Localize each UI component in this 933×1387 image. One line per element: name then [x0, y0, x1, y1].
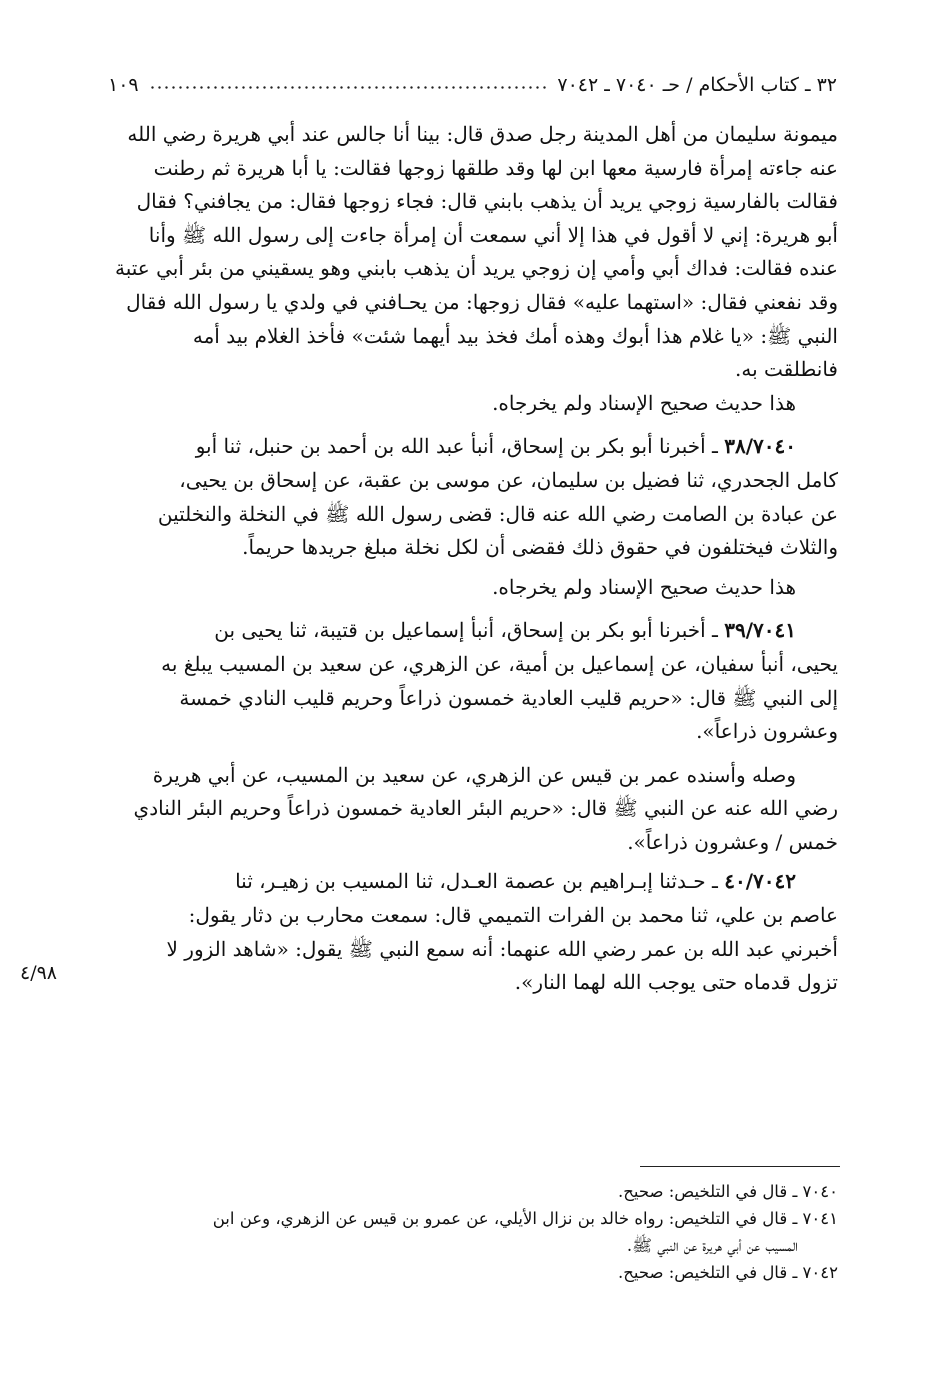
hadith-number: ٤٠/٧٠٤٢: [724, 869, 796, 894]
text-line: تزول قدماه حتى يوجب الله لهما النار».: [514, 970, 838, 995]
main-text: [105, 118, 838, 1000]
text-line: النبي ﷺ: «يا غلام هذا أبوك وهذه أمك فخذ بيد أيهما شئت» فأخذ الغلام بيد أمه: [192, 323, 838, 348]
footnote: ٧٠٤١ ـ قال في التلخيص: رواه خالد بن نزال الأيلي، عن عمرو بن قيس عن الزهري، وعن ابن: [212, 1209, 838, 1228]
text-line: أخبرني عبد الله بن عمر رضي الله عنهما: أنه سمع النبي ﷺ يقول: «شاهد الزور لا: [166, 936, 838, 961]
footnote: ٧٠٤٢ ـ قال في التلخيص: صحيح.: [617, 1263, 838, 1282]
footnote-continuation: المسيب عن أبي هريرة عن النبي ﷺ.: [626, 1236, 798, 1255]
running-header: [108, 68, 837, 102]
footnote-separator: [640, 1166, 840, 1167]
text-line: عنده فقالت: فداك أبي وأمي إن زوجي يريد أن يذهب بابني وهو يسقيني من بئر أبي عتبة: [115, 256, 838, 281]
text-line: أبو هريرة: إني لا أقول في هذا إلا أني سمعت أن إمرأة جاءت إلى رسول الله ﷺ وأنا: [148, 222, 838, 247]
text-line: عاصم بن علي، ثنا محمد بن الفرات التميمي قال: سمعت محارب بن دثار يقول:: [188, 903, 838, 928]
text-line: كامل الجحدري، ثنا فضيل بن سليمان، عن موسى بن عقبة، عن إسحاق بن يحيى،: [179, 467, 838, 492]
text-line: خمس / وعشرون ذراعاً».: [627, 829, 838, 854]
text-line: يحيى، أنبأ سفيان، عن إسماعيل بن أمية، عن الزهري، عن سعيد بن المسيب يبلغ به: [161, 651, 838, 676]
hadith-number: ٣٩/٧٠٤١: [724, 618, 796, 643]
text-line: عنه جاءته إمرأة فارسية معها ابن لها وقد طلقها زوجها فقالت: يا أبا هريرة ثم رطنت: [153, 155, 838, 180]
verdict-line: هذا حديث صحيح الإسناد ولم يخرجاه.: [492, 574, 796, 599]
page-number: ١٠٩: [108, 74, 139, 96]
hadith-7042-first-line: [105, 865, 838, 899]
text-line: وصله وأسنده عمر بن قيس عن الزهري، عن سعيد بن المسيب، عن أبي هريرة: [152, 762, 796, 787]
text-line: عن عبادة بن الصامت رضي الله عنه قال: قضى رسول الله ﷺ في النخلة والنخلتين: [157, 501, 838, 526]
hadith-text: ـ أخبرنا أبو بكر بن إسحاق، أنبأ عبد الله بن أحمد بن حنبل، ثنا أبو: [195, 434, 718, 459]
hadith-number: ٣٨/٧٠٤٠: [724, 434, 796, 459]
hadith-text: ـ حـدثنا إبـراهيم بن عصمة العـدل، ثنا المسيب بن زهيـر، ثنا: [235, 869, 718, 894]
text-line: وقد نفعني فقال: «استهما عليه» فقال زوجها: من يحـافني في ولدي يا رسول الله فقال: [126, 289, 838, 314]
hadith-7040-first-line: [105, 430, 838, 464]
text-line: فانطلقت به.: [734, 357, 838, 382]
footnotes: [105, 1178, 838, 1286]
text-line: رضي الله عنه عن النبي ﷺ قال: «حريم البئر العادية خمسون ذراعاً وحريم البئر النادي: [133, 796, 838, 821]
text-line: والثلاث فيختلفون في حقوق ذلك فقضى أن لكل نخلة مبلغ جريدها حريماً.: [242, 535, 838, 560]
hadith-7041-first-line: [105, 614, 838, 648]
text-line: وعشرون ذراعاً».: [696, 719, 838, 744]
header-dot-leader: [149, 76, 548, 94]
text-line: ميمونة سليمان من أهل المدينة رجل صدق قال: بينا أنا جالس عند أبي هريرة رضي الله: [127, 122, 838, 146]
header-title: ٣٢ ـ كتاب الأحكام / حـ ٧٠٤٠ ـ ٧٠٤٢: [557, 74, 837, 96]
verdict-line: هذا حديث صحيح الإسناد ولم يخرجاه.: [492, 390, 796, 415]
text-line: فقالت بالفارسية زوجي يريد أن يذهب بابني قال: فجاء زوجها فقال: من يجافني؟ فقال: [136, 189, 838, 214]
hadith-text: ـ أخبرنا أبو بكر بن إسحاق، أنبأ إسماعيل بن قتيبة، ثنا يحيى بن: [214, 618, 718, 643]
margin-reference: ٤/٩٨: [20, 962, 58, 984]
text-line: إلى النبي ﷺ قال: «حريم قليب العادية خمسون ذراعاً وحريم قليب النادي خمسة: [179, 685, 838, 710]
footnote: ٧٠٤٠ ـ قال في التلخيص: صحيح.: [617, 1182, 838, 1201]
